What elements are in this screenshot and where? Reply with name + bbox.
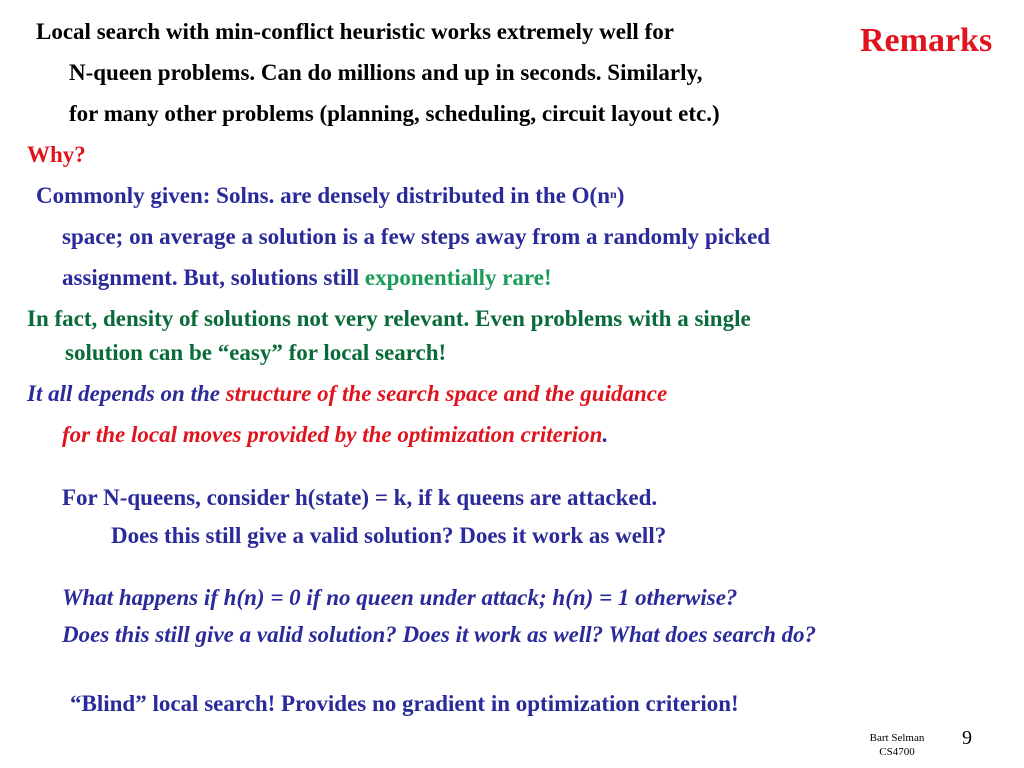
- depends-line-1-text: It all depends on the: [27, 381, 226, 406]
- intro-line-2: N-queen problems. Can do millions and up in seconds. Similarly,: [69, 60, 703, 85]
- slide-title: Remarks: [860, 22, 993, 59]
- footer-course: CS4700: [879, 746, 915, 758]
- nqueens-line-1: For N-queens, consider h(state) = k, if k queens are attacked.: [62, 485, 658, 510]
- what-happens-line-1: What happens if h(n) = 0 if no queen under attack; h(n) = 1 otherwise?: [62, 585, 738, 610]
- nqueens-line-2: Does this still give a valid solution? Does it work as well?: [111, 523, 667, 548]
- structure-highlight: structure of the search space and the guidance: [225, 381, 668, 406]
- common-line-2: space; on average a solution is a few steps away from a randomly picked: [62, 224, 771, 249]
- common-line-3: [62, 264, 552, 292]
- depends-line-2: [62, 421, 608, 449]
- fact-line-2: solution can be “easy” for local search!: [65, 340, 447, 365]
- what-happens-line-2: Does this still give a valid solution? Does it work as well? What does search do?: [62, 622, 817, 647]
- common-line-1-close: ): [616, 183, 625, 208]
- page-number: 9: [962, 727, 972, 749]
- common-line-1-text: Commonly given: Solns. are densely distributed in the O(n: [36, 183, 610, 208]
- depends-line-2-period: .: [602, 422, 609, 447]
- why-heading: Why?: [27, 142, 86, 167]
- exponentially-rare-highlight: exponentially rare!: [364, 265, 552, 290]
- footer-credit: [866, 731, 928, 759]
- blind-search-line: “Blind” local search! Provides no gradient in optimization criterion!: [70, 691, 739, 716]
- footer-author: Bart Selman: [869, 732, 925, 744]
- depends-line-1: [27, 380, 667, 408]
- fact-line-1: In fact, density of solutions not very relevant. Even problems with a single: [27, 306, 751, 331]
- common-line-1: [36, 182, 624, 210]
- intro-line-1: Local search with min-conflict heuristic works extremely well for: [36, 19, 674, 44]
- local-moves-highlight: for the local moves provided by the optimization criterion: [62, 422, 603, 447]
- intro-line-3: for many other problems (planning, scheduling, circuit layout etc.): [69, 101, 720, 126]
- common-line-3-text: assignment. But, solutions still: [62, 265, 365, 290]
- exponent-n: n: [610, 187, 617, 201]
